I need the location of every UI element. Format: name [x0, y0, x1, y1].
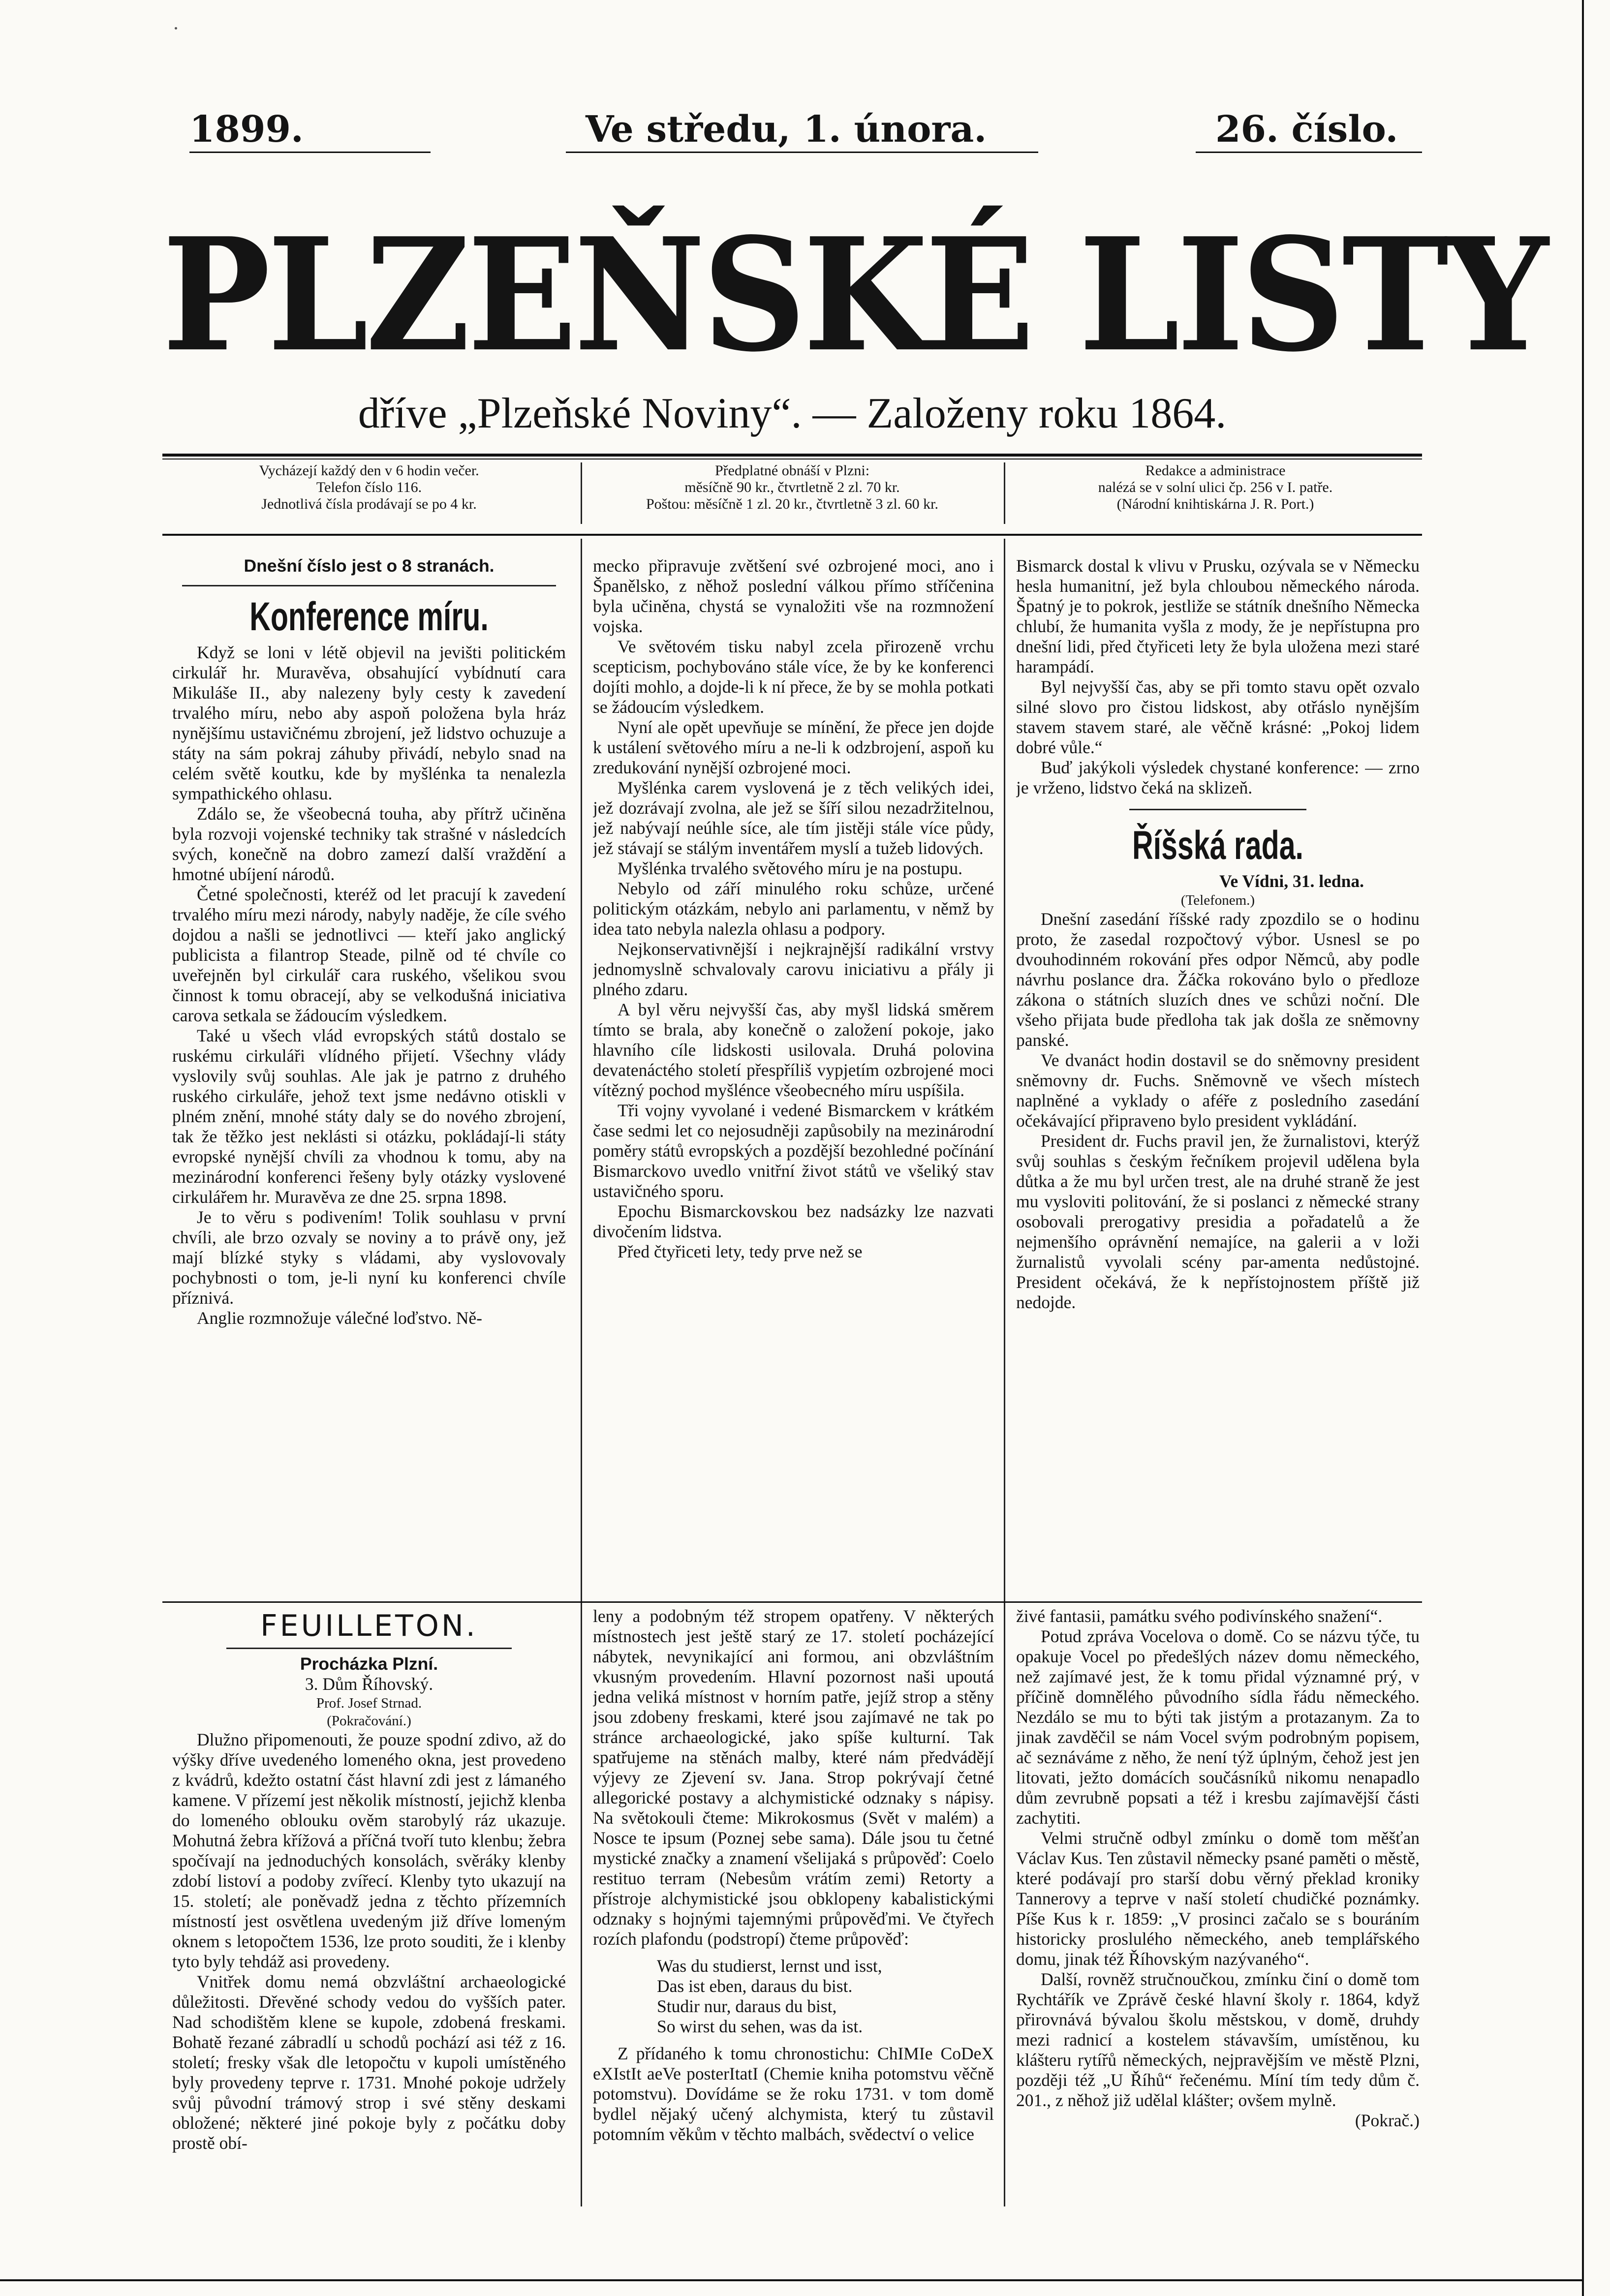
feuilleton-paragraph: Potud zpráva Vocelova o domě. Co se názvu týče, tu opakuje Vocel po předešlých název domu německého, než zajímavé jest, že k tomu přidal významné prý, v příčině domnělého původního sídla řádu německého. Nezdálo se mu to býti tak jistým a protazanym. Za to jinak zavděčil se nám Vocel svým podrobným popisem, ač seznáváme z něho, že není týž úplným, čehož jest jen litovati, ježto domácích součásníků nikomu nenapadlo dům zevrubně popsati a též i kresbu zajímavější části zachytiti. [1016, 1626, 1420, 1828]
newspaper-page [162, 98, 1546, 2214]
article-paragraph: Před čtyřiceti lety, tedy prve než se [618, 1242, 863, 1261]
notice-rule [182, 585, 556, 586]
article-paragraph: Bismarck dostal k vlivu v Prusku, ozývala se v Německu hesla humanitní, jež byla chloubou německého národa. Špatný je to pokrok, jestliže se státník dnešního Německa chlubí, že humanita vyšla z mody, že je nepřístupna pro dnešní lidi, před čtyřiceti lety že byla uložena mezi staré harampádí. [1016, 556, 1420, 676]
article-paragraph: Tři vojny vyvolané i vedené Bismarckem v krátkém čase sedmi let co nejosudněji zapůsobily na mezinárodní poměry států evropských a pozdější bezohledné počínání Bismarckovo uvedlo vnitřní život států ve všeliký stav ustavičného sporu. [593, 1101, 994, 1201]
feuilleton-rule-top [162, 1601, 1422, 1603]
column-3-feuilleton [1016, 1606, 1420, 2209]
masthead-dateline [162, 108, 1422, 162]
article-headline-risska-rada: Říšská rada. [1132, 823, 1303, 868]
article-paragraph: Nebylo od září minulého roku schůze, určené politickým otázkám, nebylo ani parlamentu, v němž by idea tato nebyla nalezla ohlasu a podpory. [593, 879, 994, 939]
feuilleton-paragraph: živé fantasii, památku svého podivínského snažení“. [1016, 1606, 1383, 1626]
feuilleton-paragraph: Z přídaného k tomu chronostichu: ChIMIe CoDeX eXIstIt aeVe posterItatI (Chemie kniha potomstvu věčně potomstvu). Dovídáme se že roku 1731. v tom domě bydlel nějaký učený alchymista, který tu zůstavil potomním věkům v těchto malbách, svědectví o velice [593, 2044, 994, 2144]
feuilleton-title: Procházka Plzní. [300, 1654, 438, 1674]
article-paragraph: Ve dvanáct hodin dostavil se do sněmovny president sněmovny dr. Fuchs. Sněmovně ve všech místech naplněné a vyklady o aféře z posledního zasedání očekávající připraveno bylo president vykládání. [1016, 1050, 1420, 1131]
info-divider-2 [1004, 462, 1005, 524]
article-paragraph: Anglie rozmnožuje válečné loďstvo. Ně- [197, 1308, 482, 1328]
feuilleton-subtitle: 3. Dům Říhovský. [305, 1674, 433, 1694]
poem-line: So wirst du sehen, was da ist. [657, 2017, 863, 2036]
poem-line: Was du studierst, lernst und isst, [657, 1956, 882, 1976]
column-3 [1016, 556, 1420, 1594]
article-paragraph: Nejkonservativnější i nejkrajnější radikální vrstvy jednomyslně schvalovaly carovu iniciativu a přály ji plného zdaru. [593, 939, 994, 999]
column-2 [593, 556, 994, 1594]
feuilleton-paragraph: Velmi stručně odbyl zmínku o domě tom měšťan Václav Kus. Ten zůstavil německy psané paměti o městě, které podávají pro starší dobu věrný překlad kroniky Tannerovy a teprve v naší století chudičké poznámky. Píše Kus k r. 1859: „V prosinci začalo se s bouráním historicky proslulého německého, aneb templářského domu, jinak též Říhovským nazývaného“. [1016, 1828, 1420, 1969]
info-middle: Předplatné obnáší v Plzni: měsíčně 90 kr., čtvrtletně 2 zl. 70 kr. Poštou: měsíčně 1 zl. 20 kr., čtvrtletně 3 zl. 60 kr. [646, 462, 939, 512]
feuilleton-heading: FEUILLETON. [260, 1609, 478, 1643]
info-left: Vycházejí každý den v 6 hodin večer. Telefon číslo 116. Jednotlivá čísla prodávají se po 4 kr. [259, 462, 479, 512]
article-paragraph: Myšlénka trvalého světového míru je na postupu. [618, 858, 962, 878]
info-divider-1 [581, 462, 582, 524]
article-paragraph: A byl věru nejvyšší čas, aby myšl lidská směrem tímto se brala, aby konečně o založení pokoje, jako hlavního cíle lidskosti usilovala. Druhá polovina devatenáctého století přespříliš vypjetím ozbrojené moci vítězný pochod myšlénce všeobecného míru uspíšila. [593, 1000, 994, 1100]
article-paragraph: Byl nejvyšší čas, aby se při tomto stavu opět ozvalo silné slovo pro čistou lidskost, aby otřáslo nynějším stavem stavem staré, ale věčně krásné: „Pokoj lidem dobré vůle.“ [1016, 677, 1420, 757]
column-1 [172, 556, 566, 1594]
feuilleton-heading-rule [226, 1648, 512, 1649]
newspaper-subtitle: dříve „Plzeňské Noviny“. — Založeny roku 1864. [358, 390, 1227, 437]
dateline-rule-right [1196, 152, 1422, 153]
column-1-feuilleton [172, 1606, 566, 2209]
info-rule [162, 534, 1422, 536]
article-paragraph: Také u všech vlád evropských států dostalo se ruskému cirkuláři vlídného přijetí. Všechny vlády vyslovily svůj souhlas. Ale jak je patrno z druhého ruského cirkuláře, jehož text jsme nedávno otiskli v plném znění, mnohé státy daly se do nového zbrojení, tak že těžko jest neklásti si otázku, pokládají-li státy evropské nynější chvíli za vhodnou k tomu, aby na mezinárodní konferenci řešeny byly otázky vyslovené cirkulářem hr. Muravěva ze dne 25. srpna 1898. [172, 1026, 566, 1207]
article-paragraph: mecko připravuje zvětšení své ozbrojené moci, ano i Španělsko, z něhož poslední válkou přímo stříčenina byla učiněna, chystá se vynaložiti vše na rozmnožení vojska. [593, 556, 994, 636]
feuilleton-paragraph: Další, rovněž stručnoučkou, zmínku činí o domě tom Rychtářík ve Zprávě české hlavní školy r. 1864, když přirovnává bývalou školu městskou, v domě, druhdy mezi radnicí a kostelem stávavším, umístěnou, ku klášteru rytířů německých, nejpravějším ve městě Plzni, později též „U Říhů“ řečenému. Míní tím tedy dům č. 201., z něhož již udělal klášter; ovšem mylně. [1016, 1969, 1420, 2110]
feuilleton-author: Prof. Josef Strnad. [316, 1695, 422, 1711]
speck [175, 27, 177, 30]
column-divider-2 [1004, 539, 1005, 2206]
poem-line: Das ist eben, daraus du bist. [657, 1976, 853, 1996]
feuilleton-continuation: (Pokračování.) [327, 1713, 411, 1729]
article-paragraph: Když se loni v létě objevil na jevišti politickém cirkulář hr. Muravěva, obsahující vybídnutí cara Mikuláše II., aby nalezeny byly cesty k zavedení trvalého míru, nebo aby aspoň položena byla hráz nynějšímu ustavičnému zbrojení, jež lidstvo ochuzuje a státy na sám pokraj záhuby přivádí, nebylo snad na celém světě koutku, kde by myšlénka ta nenalezla sympathického ohlasu. [172, 643, 566, 803]
year: 1899. [189, 108, 304, 151]
feuilleton-paragraph: Dlužno připomenouti, že pouze spodní zdivo, až do výšky dříve uvedeného lomeného okna, jest provedeno z kvádrů, kdežto ostatní část hlavní zdi jest z lámaného kamene. V přízemí jest několik místností, jejichž klenba do lomeného oblouku ověm starobylý ráz ukazuje. Mohutná žebra křížová a příčná tvoří tuto klenbu; žebra spočívají na jednoduchých konsolách, svěráky klenby zdobí listoví a podoby zvířecí. Klenby tyto ukazují na 15. století; ale poněvadž jedna z těchto přízemních místností jest osvětlena uvedeným již dříve lomeným oknem s letopočtem 1536, lze proto souditi, že i klenby tyto byly tehdáž asi provedeny. [172, 1730, 566, 1971]
article-source: (Telefonem.) [1180, 892, 1255, 908]
page-frame-bottom [0, 2279, 1584, 2281]
masthead-rule-thick [162, 454, 1422, 457]
dateline-rule-left [189, 152, 431, 153]
info-right: Redakce a administrace nalézá se v solní ulici čp. 256 v I. patře. (Národní knihtiskárna J. R. Port.) [1098, 462, 1333, 512]
column-divider-1 [581, 539, 582, 2206]
dateline-rule-mid [566, 152, 1038, 153]
article-paragraph: Zdálo se, že všeobecná touha, aby přítrž učiněna byla rozvoji vojenské techniky tak strašné v následcích svých, konečně na dobro zamezí další vraždění a hmotné ubíjení národů. [172, 804, 566, 884]
feuilleton-paragraph: Vnitřek domu nemá obzvláštní archaeologické důležitosti. Dřevěné schody vedou do vyšších pater. Nad schodištěm klene se kupole, zdobená freskami. Bohatě řezané zábradlí u schodů pochází asi též z 16. století; fresky však dle letopočtu v kupoli umístěného byly provedeny teprve r. 1731. Mnohé pokoje udržely svůj původní trámový strop i své stěny deskami obložené; některé jiné pokoje byly z počátku doby prostě obí- [172, 1972, 566, 2153]
newspaper-title: PLZEŇSKÉ LISTY [162, 204, 1546, 386]
page-frame-right [1582, 0, 1584, 2296]
article-paragraph: President dr. Fuchs pravil jen, že žurnalistovi, kterýž svůj souhlas s českým řečníkem projevil udělena byla důtka a že mu byl určen trest, ale na druhé straně že jest mu vysloviti politování, že si poslanci z německé strany osobovali prerogativy presidia a pořadatelů a že nejmenšího oprávnění nemajíce, na galerii a v loži žurnalistů vyvolali scény par-amenta nedůstojné. President očekává, že k nepřístojnostem příště již nedojde. [1016, 1131, 1420, 1312]
issue-number: 26. číslo. [1215, 108, 1398, 151]
article-paragraph: Nyní ale opět upevňuje se mínění, že přece jen dojde k ustálení světového míru a ne-li k odzbrojení, aspoň ku zredukování nynější ozbrojené moci. [593, 717, 994, 777]
article-headline-konference: Konference míru. [249, 594, 489, 639]
article-paragraph: Dnešní zasedání říšské rady zpozdilo se o hodinu proto, že zasedal rozpočtový výbor. Usnesl se po dvouhodinném rokování přes odpor Němců, aby podle návrhu poslance dra. Žáčka rokováno bylo o předloze zákona o státních sluzích dnes ve schůzi noční. Dle všeho přijata bude předloha tak jak došla ze sněmovny panské. [1016, 909, 1420, 1050]
column-2-feuilleton [593, 1606, 994, 2209]
page-count-notice: Dnešní číslo jest o 8 stranách. [244, 556, 495, 576]
article-dateline: Ve Vídni, 31. ledna. [1219, 871, 1364, 891]
poem-line: Studir nur, daraus du bist, [657, 1996, 837, 2016]
article-end-rule [1129, 809, 1306, 810]
article-paragraph: Je to věru s podivením! Tolik souhlasu v první chvíli, ale brzo ozvaly se noviny a to právě ony, jež mají blízké styky s vládami, aby vyslovovaly pochybnosti o tom, je-li nyní ku konferenci chvíle příznivá. [172, 1207, 566, 1308]
article-paragraph: Buď jakýkoli výsledek chystané konference: — zrno je vrženo, lidstvo čeká na sklizeň. [1016, 758, 1420, 797]
article-paragraph: Epochu Bismarckovskou bez nadsázky lze nazvati divočením lidstva. [593, 1201, 994, 1241]
feuilleton-paragraph: leny a podobným též stropem opatřeny. V některých místnostech jest ještě starý ze 17. století pocházející nábytek, nevynikající ani formou, ani obzvláštním vkusným provedením. Hlavní pozornost naši upoutá jedna veliká místnost v horním patře, jejíž strop a stěny jsou zdobeny freskami, které jsou zajímavé ne tak po stránce archaeologické, jako spíše kulturní. Tak spatřujeme na stěnách malby, které nám předvádějí výjevy ze Zjevení sv. Jana. Strop pokrývají četné allegorické postavy a alchymistické odznaky s nápisy. Na světokouli čteme: Mikrokosmus (Svět v malém) a Nosce te ipsum (Poznej sebe sama). Dále jsou tu četné mystické značky a znamení všelijaká s průpověď: Coelo restituo terram (Nebesům vrátím zemi) Retorty a přístroje alchymistické jsou obklopeny kabalistickými odznaky s hojnými tajemnými průpověďmi. Ve čtyřech rozích plafondu (podstropí) čteme průpověď: [593, 1606, 994, 1949]
article-paragraph: Myšlénka carem vyslovená je z těch velikých idei, jež dozrávají zvolna, ale jež se šíří silou nezadržitelnou, jež nabývají neúhle síce, ale tím jistěji stále více půdy, jež stávají se stálým inventářem myslí a tužeb lidových. [593, 778, 994, 858]
continuation-note: (Pokrač.) [1355, 2111, 1420, 2130]
article-paragraph: Ve světovém tisku nabyl zcela přirozeně vrchu scepticism, pochybováno stále více, že by ke konferenci dojíti mohlo, a dojde-li k ní přece, že by se mohla potkati se žádoucím výsledkem. [593, 637, 994, 717]
issue-date: Ve středu, 1. února. [586, 108, 987, 151]
article-paragraph: Četné společnosti, kteréž od let pracují k zavedení trvalého míru mezi národy, nabyly naděje, že cíle svého dojdou a našli se jednotlivci — kteří jako anglický publicista a filantrop Steade, pilně od té chvíle co uveřejněn byl cirkulář cara ruského, všelikou svou činnost k tomu obracejí, aby se velkodušná iniciativa carova setkala se žádoucím výsledkem. [172, 885, 566, 1025]
